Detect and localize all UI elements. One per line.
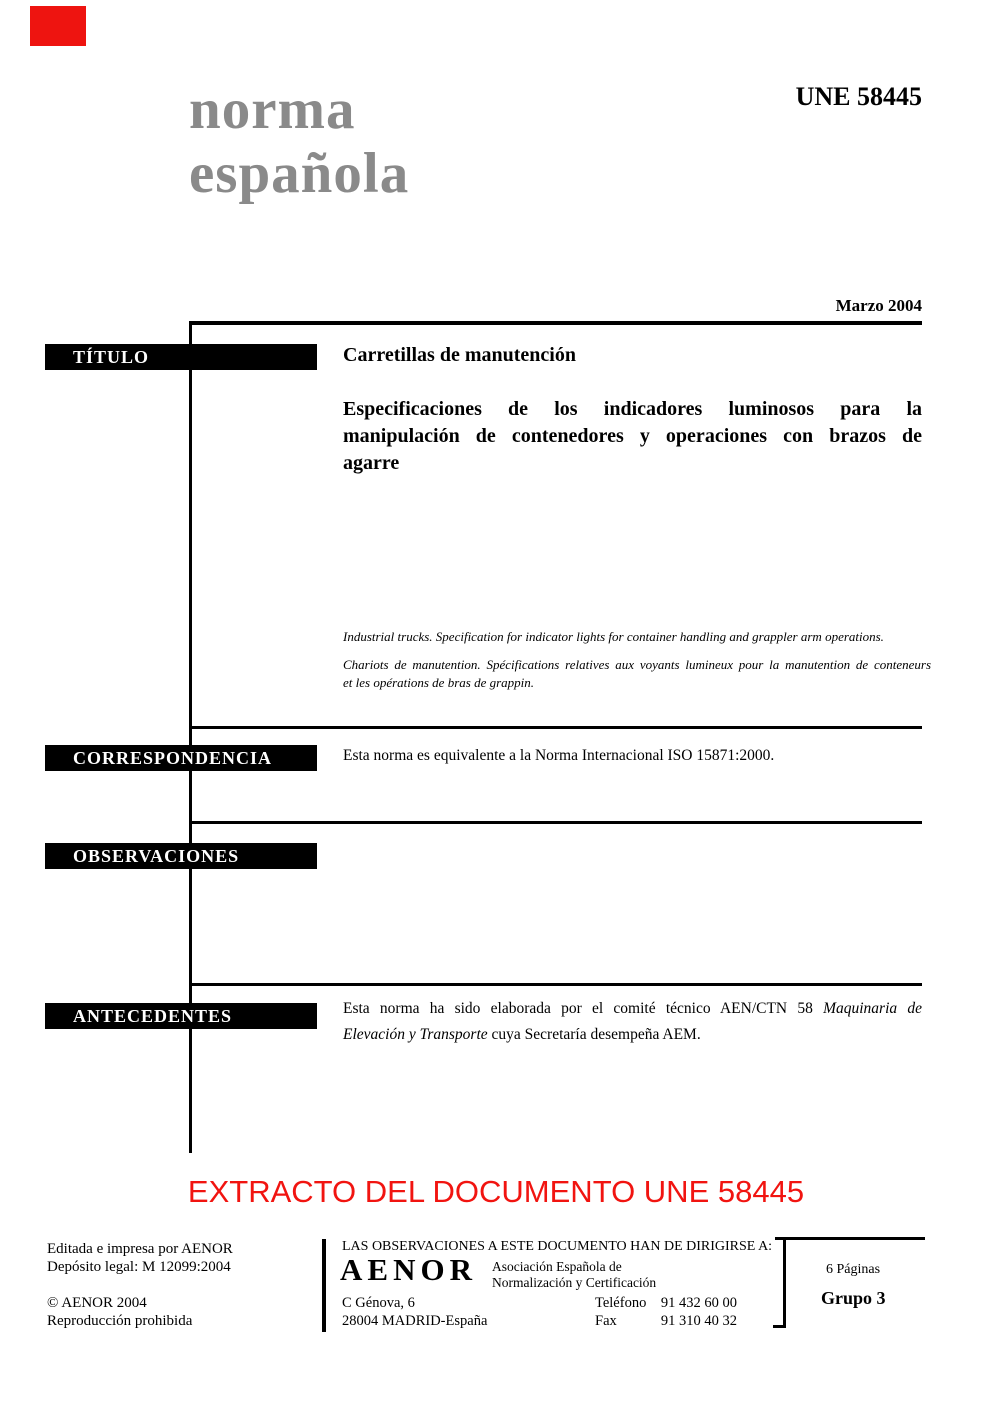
pages-box-left-rule xyxy=(783,1237,786,1328)
fax-label: Fax xyxy=(595,1313,617,1329)
antecedentes-line2: Elevación y Transporte cuya Secretaría desempeña AEM. xyxy=(343,1026,701,1043)
publisher-logo-line2: española xyxy=(189,142,410,205)
footer-imprint xyxy=(47,1240,233,1276)
phone-label: Teléfono xyxy=(595,1295,647,1311)
phone-row xyxy=(595,1294,737,1312)
fax-row xyxy=(595,1312,737,1330)
antecedentes-text xyxy=(343,996,922,1048)
page-count: 6 Páginas xyxy=(826,1262,881,1277)
address-line1: C Génova, 6 xyxy=(342,1295,415,1311)
correspondencia-text: Esta norma es equivalente a la Norma Internacional ISO 15871:2000. xyxy=(343,747,775,764)
aenor-address xyxy=(342,1294,487,1330)
extract-notice: EXTRACTO DEL DOCUMENTO UNE 58445 xyxy=(187,1174,805,1209)
group-label: Grupo 3 xyxy=(821,1288,886,1308)
footer-copyright xyxy=(47,1294,192,1330)
top-rule xyxy=(189,321,922,325)
address-line2: 28004 MADRID-España xyxy=(342,1313,488,1329)
copyright-line: © AENOR 2004 xyxy=(47,1295,147,1311)
antecedentes-rule xyxy=(189,983,922,986)
issue-date: Marzo 2004 xyxy=(835,296,922,315)
titulo-label-bar xyxy=(45,344,317,370)
footer-notice: LAS OBSERVACIONES A ESTE DOCUMENTO HAN DE DIRIGIRSE A: xyxy=(342,1239,773,1254)
org-name-line1: Asociación Española de xyxy=(492,1259,622,1274)
antecedentes-label-bar xyxy=(45,1003,317,1029)
french-abstract xyxy=(343,656,931,692)
correspondencia-rule xyxy=(189,726,922,729)
titulo-label: TÍTULO xyxy=(73,346,150,367)
imprint-line: Depósito legal: M 12099:2004 xyxy=(47,1259,231,1275)
french-abstract-line1: Chariots de manutention. Spécifications relatives aux voyants lumineux pour la manutention de conteneurs xyxy=(343,657,931,672)
french-abstract-line2: et les opérations de bras de grappin. xyxy=(343,675,535,690)
org-name-line2: Normalización y Certificación xyxy=(492,1275,657,1290)
phone-value: 91 432 60 00 xyxy=(660,1295,737,1311)
pages-box-top-rule xyxy=(775,1237,925,1240)
subtitle-line: agarre xyxy=(343,452,400,474)
publisher-logo-line1: norma xyxy=(189,78,356,141)
subtitle-line: manipulación de contenedores y operaciones con brazos de xyxy=(343,425,922,447)
observaciones-label-bar xyxy=(45,843,317,869)
red-corner-mark xyxy=(30,6,86,46)
aenor-org-name xyxy=(492,1259,656,1291)
antecedentes-line1: Esta norma ha sido elaborada por el comité técnico AEN/CTN 58 Maquinaria de xyxy=(343,1000,923,1017)
copyright-line: Reproducción prohibida xyxy=(47,1313,193,1329)
aenor-contact xyxy=(595,1294,737,1330)
fax-value: 91 310 40 32 xyxy=(660,1313,737,1329)
document-subtitle xyxy=(343,396,922,477)
document-code: UNE 58445 xyxy=(795,82,922,111)
imprint-line: Editada e impresa por AENOR xyxy=(47,1241,233,1257)
correspondencia-label: CORRESPONDENCIA xyxy=(73,747,273,768)
observaciones-rule xyxy=(189,821,922,824)
english-abstract: Industrial trucks. Specification for indicator lights for container handling and grappler arm operations. xyxy=(343,629,884,644)
subtitle-line: Especificaciones de los indicadores luminosos para la xyxy=(343,398,922,420)
document-title: Carretillas de manutención xyxy=(343,344,576,366)
footer-divider xyxy=(322,1239,326,1332)
observaciones-label: OBSERVACIONES xyxy=(73,845,240,866)
pages-box-bottom-tick xyxy=(773,1325,786,1328)
publisher-logo xyxy=(189,78,409,206)
aenor-logo: AENOR xyxy=(340,1252,477,1287)
antecedentes-label: ANTECEDENTES xyxy=(73,1005,233,1026)
correspondencia-label-bar xyxy=(45,745,317,771)
